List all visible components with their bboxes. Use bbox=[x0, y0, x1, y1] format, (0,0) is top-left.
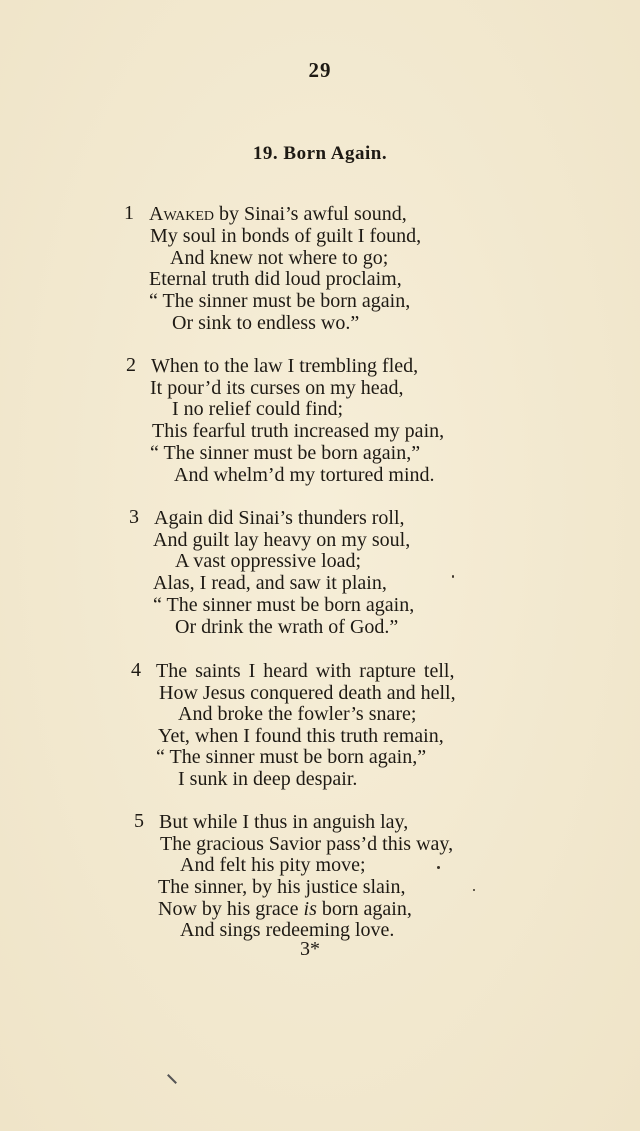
verse-line: But while I thus in anguish lay, bbox=[159, 811, 409, 833]
verse-line: Yet, when I found this truth remain, bbox=[158, 725, 444, 747]
verse-line-rest: by Sinai’s awful sound, bbox=[219, 203, 407, 225]
verse-line bbox=[149, 203, 407, 225]
verse-line: And sings redeeming love. bbox=[180, 919, 395, 941]
verse-line: Or drink the wrath of God.” bbox=[175, 616, 399, 638]
stanza-number: 4 bbox=[131, 659, 141, 681]
verse-line bbox=[158, 898, 412, 920]
print-speck bbox=[452, 575, 454, 578]
verse-line-after: born again, bbox=[316, 898, 412, 920]
verse-line: Eternal truth did loud proclaim, bbox=[149, 268, 402, 290]
verse-line: And felt his pity move; bbox=[180, 854, 366, 876]
verse-line: “ The sinner must be born again, bbox=[153, 594, 415, 616]
verse-line: And whelm’d my tortured mind. bbox=[174, 464, 435, 486]
verse-line: Again did Sinai’s thunders roll, bbox=[154, 507, 405, 529]
verse-line: I sunk in deep despair. bbox=[178, 768, 358, 790]
verse-line: A vast oppressive load; bbox=[175, 550, 362, 572]
verse-line: And broke the fowler’s snare; bbox=[178, 703, 417, 725]
print-speck bbox=[437, 866, 440, 869]
hymn-title: 19. Born Again. bbox=[252, 143, 388, 164]
verse-line: My soul in bonds of guilt I found, bbox=[150, 225, 422, 247]
verse-line: And knew not where to go; bbox=[170, 247, 389, 269]
verse-line-emphasis: is bbox=[303, 898, 317, 920]
signature-mark: 3* bbox=[300, 938, 320, 960]
verse-line: This fearful truth increased my pain, bbox=[152, 420, 445, 442]
print-speck bbox=[167, 1074, 177, 1084]
stanza-number: 3 bbox=[129, 506, 139, 528]
verse-line: “ The sinner must be born again,” bbox=[156, 746, 427, 768]
verse-line: The sinner, by his justice slain, bbox=[158, 876, 406, 898]
verse-line: And guilt lay heavy on my soul, bbox=[153, 529, 411, 551]
verse-line: Or sink to endless wo.” bbox=[172, 312, 360, 334]
page-number: 29 bbox=[308, 58, 332, 82]
verse-line: It pour’d its curses on my head, bbox=[150, 377, 404, 399]
verse-line-before: Now by his grace bbox=[158, 898, 304, 920]
verse-line: “ The sinner must be born again, bbox=[149, 290, 411, 312]
verse-line: The gracious Savior pass’d this way, bbox=[160, 833, 454, 855]
print-speck bbox=[473, 889, 475, 891]
verse-line: The saints I heard with rapture tell, bbox=[156, 660, 455, 682]
stanza-number: 5 bbox=[134, 810, 144, 832]
verse-line: Alas, I read, and saw it plain, bbox=[153, 572, 387, 594]
stanza-number: 1 bbox=[124, 202, 134, 224]
verse-line: When to the law I trembling fled, bbox=[151, 355, 419, 377]
verse-line: I no relief could find; bbox=[172, 398, 344, 420]
stanza-number: 2 bbox=[126, 354, 136, 376]
verse-line-initial: Awaked bbox=[149, 203, 214, 225]
verse-line: How Jesus conquered death and hell, bbox=[159, 682, 456, 704]
verse-line: “ The sinner must be born again,” bbox=[150, 442, 421, 464]
